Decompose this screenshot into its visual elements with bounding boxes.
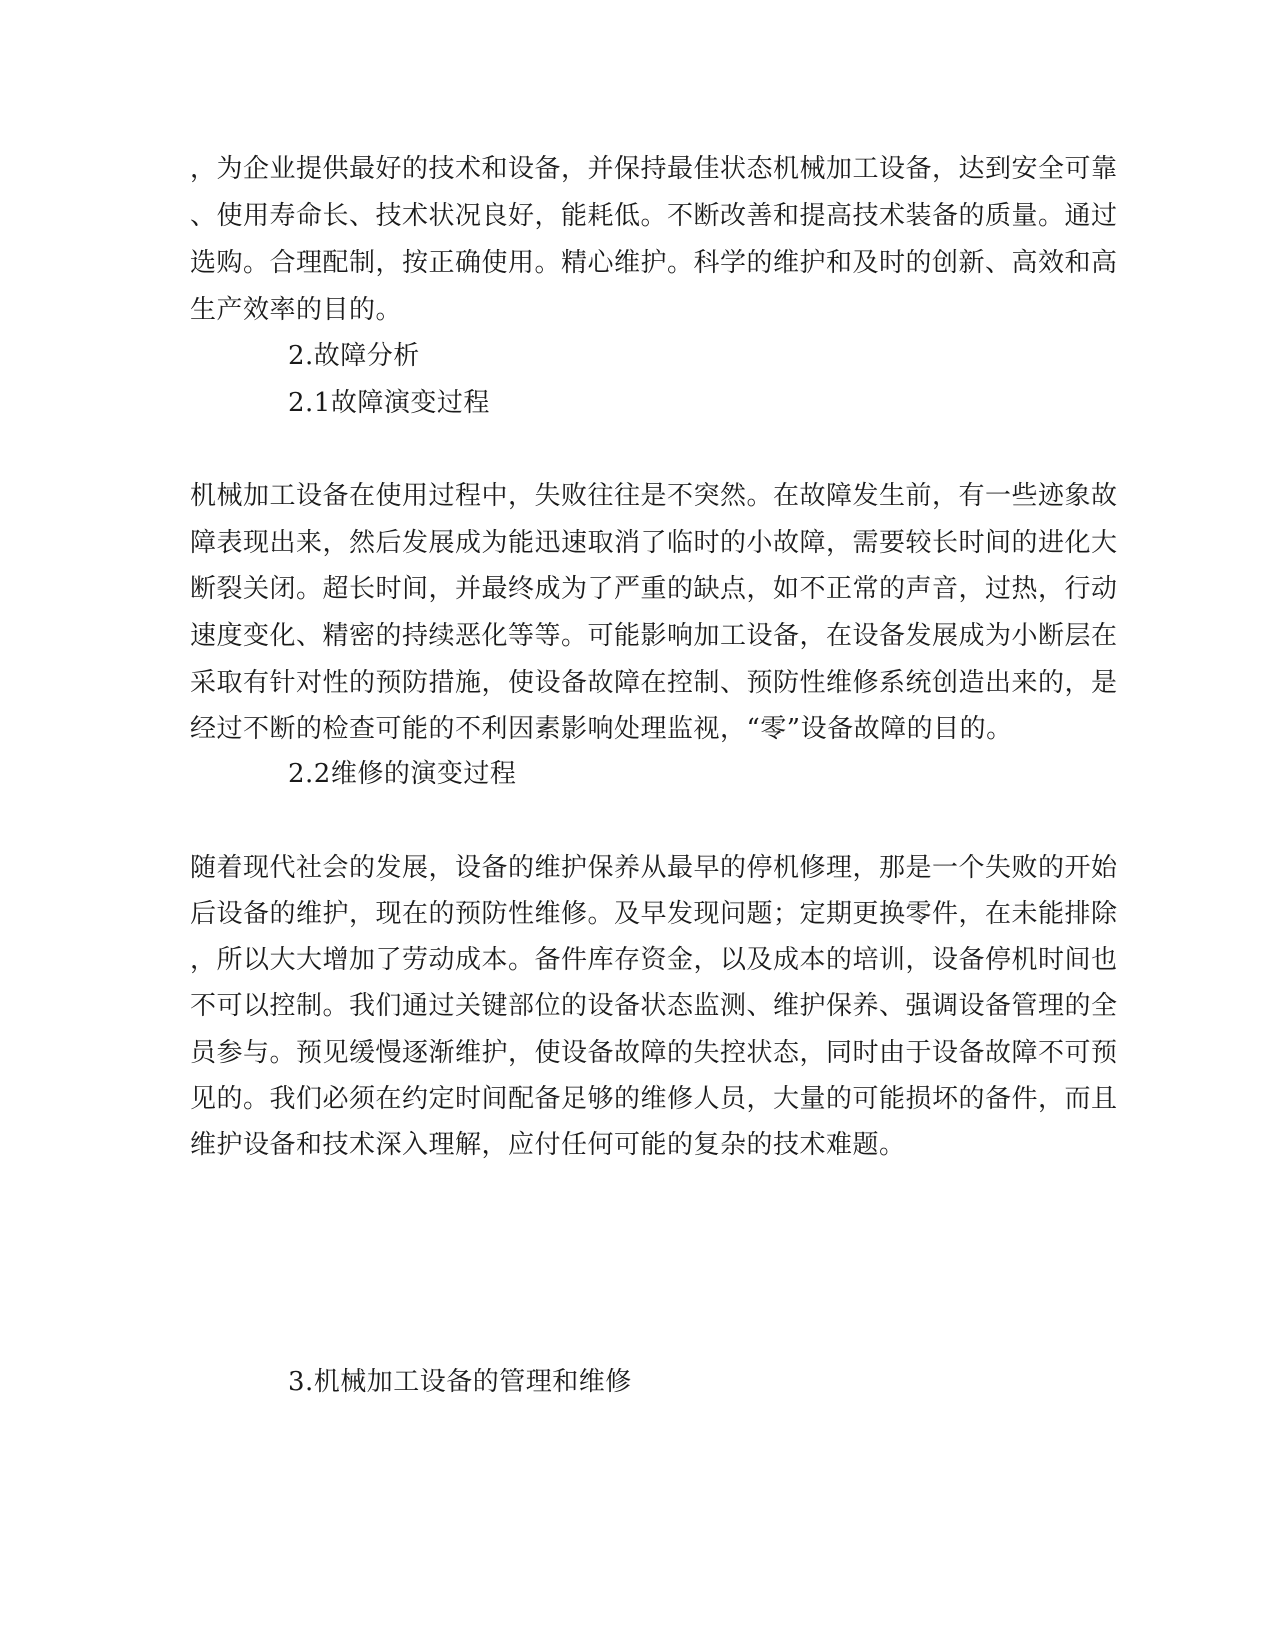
paragraph-line: 障表现出来，然后发展成为能迅速取消了临时的小故障，需要较长时间的进化大 — [190, 528, 1118, 558]
paragraph-line: 随着现代社会的发展，设备的维护保养从最早的停机修理，那是一个失败的开始 — [190, 853, 1118, 883]
paragraph-line: 维护设备和技术深入理解，应付任何可能的复杂的技术难题。 — [190, 1130, 906, 1160]
section-heading-3: 3.机械加工设备的管理和维修 — [288, 1367, 632, 1397]
paragraph-line: 选购。合理配制，按正确使用。精心维护。科学的维护和及时的创新、高效和高 — [190, 248, 1118, 278]
section-heading-2: 2.故障分析 — [288, 341, 420, 371]
paragraph-line: 、使用寿命长、技术状况良好，能耗低。不断改善和提高技术装备的质量。通过 — [190, 201, 1118, 231]
paragraph-line: 断裂关闭。超长时间，并最终成为了严重的缺点，如不正常的声音，过热，行动 — [190, 574, 1118, 604]
paragraph-line: 经过不断的检查可能的不利因素影响处理监视，“零”设备故障的目的。 — [190, 714, 1013, 744]
paragraph-line: 后设备的维护，现在的预防性维修。及早发现问题；定期更换零件，在未能排除 — [190, 899, 1118, 929]
paragraph-line: 见的。我们必须在约定时间配备足够的维修人员，大量的可能损坏的备件，而且 — [190, 1084, 1118, 1114]
section-heading-2-2: 2.2维修的演变过程 — [288, 759, 517, 789]
paragraph-line: 生产效率的目的。 — [190, 295, 403, 325]
paragraph-line: ，所以大大增加了劳动成本。备件库存资金，以及成本的培训，设备停机时间也 — [190, 945, 1118, 975]
paragraph-line: ，为企业提供最好的技术和设备，并保持最佳状态机械加工设备，达到安全可靠 — [190, 154, 1118, 184]
paragraph-line: 机械加工设备在使用过程中，失败往往是不突然。在故障发生前，有一些迹象故 — [190, 481, 1118, 511]
paragraph-line: 不可以控制。我们通过关键部位的设备状态监测、维护保养、强调设备管理的全 — [190, 991, 1118, 1021]
section-heading-2-1: 2.1故障演变过程 — [288, 388, 490, 418]
paragraph-line: 采取有针对性的预防措施，使设备故障在控制、预防性维修系统创造出来的，是 — [190, 668, 1118, 698]
paragraph-line: 员参与。预见缓慢逐渐维护，使设备故障的失控状态，同时由于设备故障不可预 — [190, 1038, 1118, 1068]
paragraph-line: 速度变化、精密的持续恶化等等。可能影响加工设备，在设备发展成为小断层在 — [190, 621, 1118, 651]
